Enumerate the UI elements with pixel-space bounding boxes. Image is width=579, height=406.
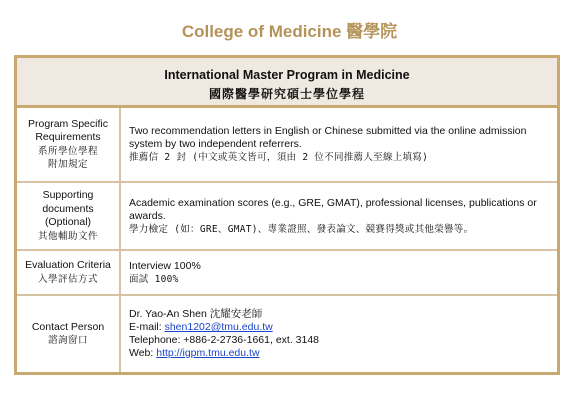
row-value-evaluation-criteria (129, 251, 555, 294)
contact-web-line (129, 347, 555, 360)
contact-name: Dr. Yao-An Shen 沈耀安老師 (129, 308, 263, 320)
contact-email-line (129, 321, 555, 334)
requirements-text-zh: 推薦信 2 封 (中文或英文皆可，須由 2 位不同推薦人至線上填寫) (129, 152, 429, 163)
row-value-requirements (129, 108, 555, 181)
row-label-supporting-documents (17, 183, 121, 249)
program-title-zh: 國際醫學研究碩士學位學程 (208, 87, 365, 101)
label-zh-line: 附加規定 (47, 159, 88, 170)
email-label: E-mail: (129, 321, 165, 333)
email-link[interactable]: shen1202@tmu.edu.tw (164, 321, 273, 333)
table-row-evaluation-criteria (17, 251, 557, 296)
page-title: College of Medicine 醫學院 (181, 22, 398, 41)
program-header (17, 58, 557, 108)
program-title-en: International Master Program in Medicine (164, 68, 410, 82)
label-en-line: Requirements (35, 131, 101, 143)
row-value-contact-person (129, 296, 555, 372)
label-en-line: Supporting (42, 189, 94, 201)
label-zh-line: 系所學位學程 (37, 145, 98, 157)
label-zh-line: 其他輔助文件 (37, 230, 98, 242)
supporting-text-zh: 學力檢定 (如：GRE、GMAT)、專業證照、發表論文、競賽得獎或其他榮譽等。 (129, 223, 474, 235)
requirements-text-en: Two recommendation letters in English or Chinese submitted via the online admission system by two independent referrers. (129, 125, 527, 150)
row-label-contact-person (17, 296, 121, 372)
table-row-requirements (17, 108, 557, 183)
row-label-evaluation-criteria (17, 251, 121, 294)
row-value-supporting-documents (129, 183, 555, 249)
label-en-line: Evaluation Criteria (25, 259, 111, 271)
label-en-line: Program Specific (28, 117, 108, 130)
contact-telephone: Telephone: +886-2-2736-1661, ext. 3148 (129, 334, 320, 346)
label-en-line: (Optional) (44, 216, 92, 228)
label-en-line: documents (42, 202, 94, 215)
web-label: Web: (129, 347, 157, 359)
evaluation-text-zh: 面試 100% (129, 273, 179, 285)
label-zh-line: 入學評估方式 (37, 273, 98, 285)
evaluation-text-en: Interview 100% (129, 259, 201, 272)
web-link[interactable]: http://igpm.tmu.edu.tw (156, 347, 260, 359)
label-zh-line: 諮詢窗口 (47, 335, 88, 346)
supporting-text-en: Academic examination scores (e.g., GRE, GMAT), professional licenses, publications or awards. (129, 196, 537, 222)
row-label-requirements (17, 108, 121, 181)
label-en-line: Contact Person (31, 320, 105, 333)
table-row-contact-person (17, 296, 557, 372)
table-row-supporting-documents (17, 183, 557, 251)
program-table (14, 55, 560, 375)
